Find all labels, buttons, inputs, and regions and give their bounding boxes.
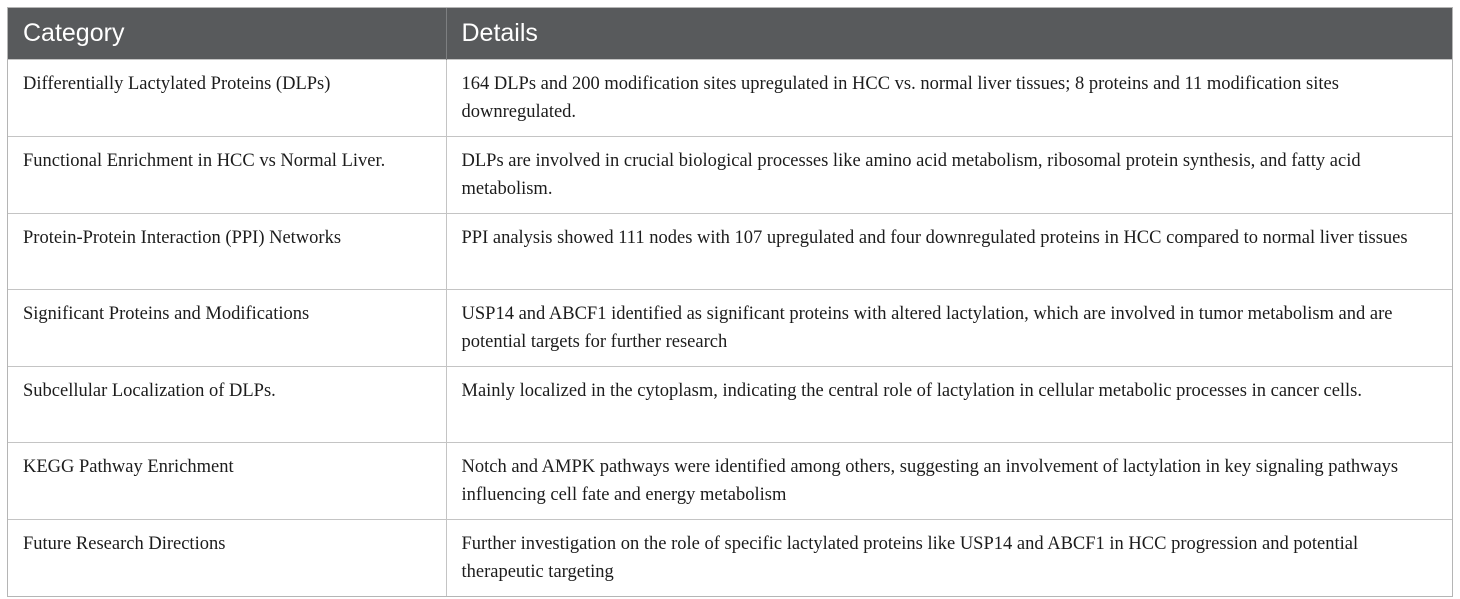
- category-cell: Significant Proteins and Modifications: [8, 290, 446, 367]
- category-cell: Differentially Lactylated Proteins (DLPs): [8, 60, 446, 137]
- details-cell: Mainly localized in the cytoplasm, indicating the central role of lactylation in cellular metabolic processes in cancer cells.: [446, 367, 1452, 443]
- table-row: [8, 520, 1452, 597]
- table-row: [8, 290, 1452, 367]
- details-cell: USP14 and ABCF1 identified as significant proteins with altered lactylation, which are involved in tumor metabolism and are potential targets for further research: [446, 290, 1452, 367]
- table-row: [8, 60, 1452, 137]
- details-cell: Notch and AMPK pathways were identified among others, suggesting an involvement of lactylation in key signaling pathways influencing cell fate and energy metabolism: [446, 443, 1452, 520]
- summary-table-container: [7, 7, 1453, 597]
- table-row: [8, 443, 1452, 520]
- category-cell: KEGG Pathway Enrichment: [8, 443, 446, 520]
- category-cell: Subcellular Localization of DLPs.: [8, 367, 446, 443]
- details-cell: PPI analysis showed 111 nodes with 107 upregulated and four downregulated proteins in HCC compared to normal liver tissues: [446, 214, 1452, 290]
- table-row: [8, 367, 1452, 443]
- table-row: [8, 137, 1452, 214]
- details-cell: Further investigation on the role of specific lactylated proteins like USP14 and ABCF1 in HCC progression and potential therapeutic targeting: [446, 520, 1452, 597]
- header-category: Category: [8, 8, 446, 60]
- category-cell: Future Research Directions: [8, 520, 446, 597]
- summary-table: [8, 8, 1452, 596]
- category-cell: Protein-Protein Interaction (PPI) Networks: [8, 214, 446, 290]
- details-cell: 164 DLPs and 200 modification sites upregulated in HCC vs. normal liver tissues; 8 proteins and 11 modification sites downregulated.: [446, 60, 1452, 137]
- category-cell: Functional Enrichment in HCC vs Normal Liver.: [8, 137, 446, 214]
- details-cell: DLPs are involved in crucial biological processes like amino acid metabolism, ribosomal protein synthesis, and fatty acid metabolism.: [446, 137, 1452, 214]
- header-row: [8, 8, 1452, 60]
- table-row: [8, 214, 1452, 290]
- table-body: [8, 60, 1452, 597]
- table-header: [8, 8, 1452, 60]
- header-details: Details: [446, 8, 1452, 60]
